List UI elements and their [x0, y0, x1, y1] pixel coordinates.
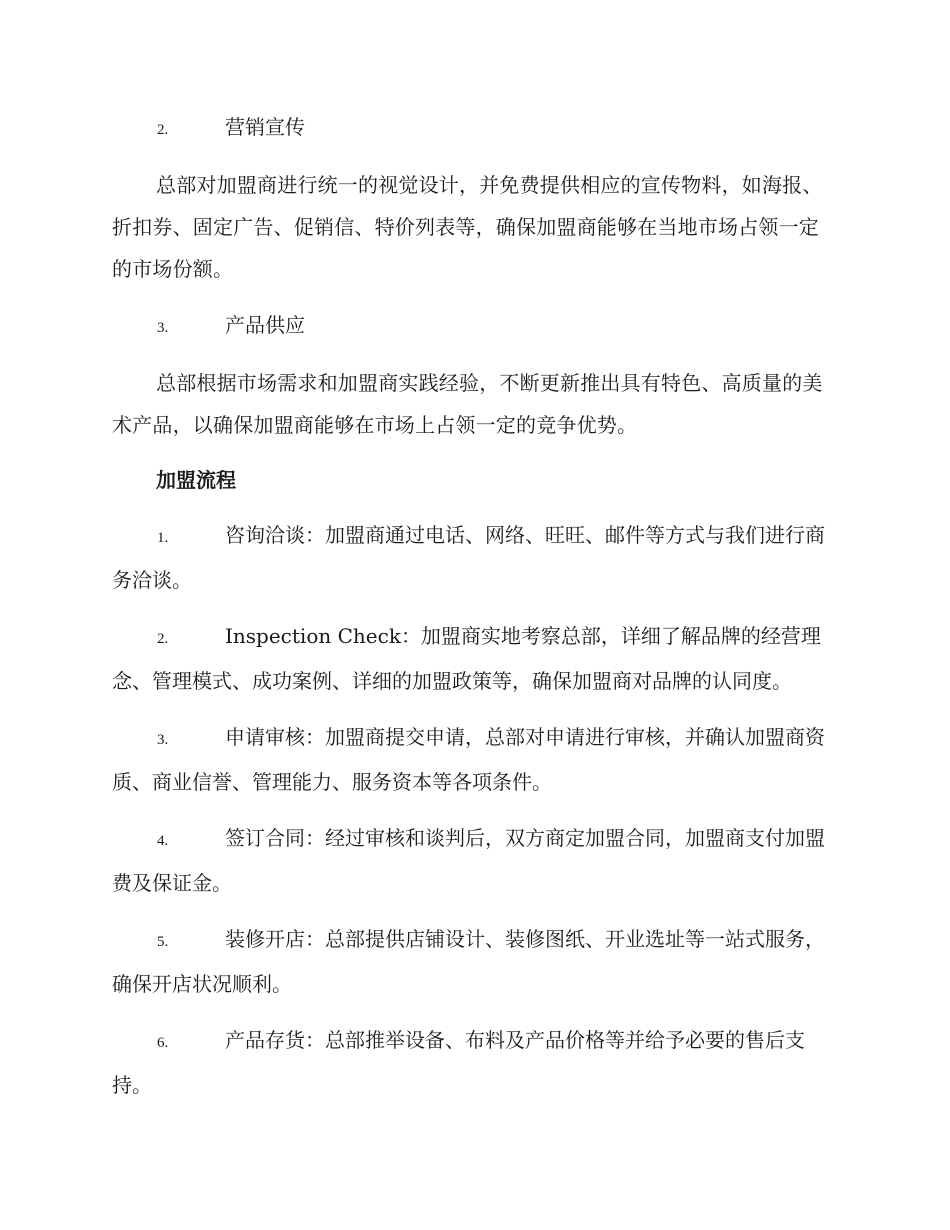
step-text: 签订合同：经过审核和谈判后，双方商定加盟合同，加盟商支付加盟费及保证金。 [112, 826, 825, 895]
step-number: 2. [157, 631, 169, 647]
step-number: 3. [157, 732, 169, 748]
step-number: 4. [157, 833, 169, 849]
process-step [112, 1019, 836, 1106]
list-number: 3. [157, 320, 169, 336]
process-step [112, 514, 836, 601]
step-number: 1. [157, 530, 169, 546]
step-text: 申请审核：加盟商提交申请，总部对申请进行审核，并确认加盟商资质、商业信誉、管理能力、服务资本等各项条件。 [112, 725, 825, 794]
paragraph-marketing: 总部对加盟商进行统一的视觉设计，并免费提供相应的宣传物料，如海报、折扣券、固定广告、促销信、特价列表等，确保加盟商能够在当地市场占领一定的市场份额。 [112, 173, 823, 281]
paragraph-supply: 总部根据市场需求和加盟商实践经验，不断更新推出具有特色、高质量的美术产品，以确保加盟商能够在市场上占领一定的竞争优势。 [112, 371, 823, 437]
process-step [112, 615, 836, 702]
list-title: 产品供应 [225, 313, 305, 337]
step-number: 6. [157, 1035, 169, 1051]
process-steps-list [112, 500, 836, 1106]
list-title: 营销宣传 [225, 115, 305, 139]
document-page [112, 108, 836, 1106]
list-item-supply [157, 306, 836, 348]
step-text: 产品存货：总部推举设备、布料及产品价格等并给予必要的售后支持。 [112, 1028, 805, 1097]
step-number: 5. [157, 934, 169, 950]
step-text: Inspection Check：加盟商实地考察总部，详细了解品牌的经营理念、管理模式、成功案例、详细的加盟政策等，确保加盟商对品牌的认同度。 [112, 624, 821, 693]
process-step [112, 716, 836, 803]
step-text: 咨询洽谈：加盟商通过电话、网络、旺旺、邮件等方式与我们进行商务洽谈。 [112, 523, 825, 592]
list-number: 2. [157, 122, 169, 138]
section-heading: 加盟流程 [156, 468, 236, 492]
list-item-marketing [157, 108, 836, 150]
step-text: 装修开店：总部提供店铺设计、装修图纸、开业选址等一站式服务，确保开店状况顺利。 [112, 927, 825, 996]
process-step [112, 918, 836, 1005]
process-step [112, 817, 836, 904]
